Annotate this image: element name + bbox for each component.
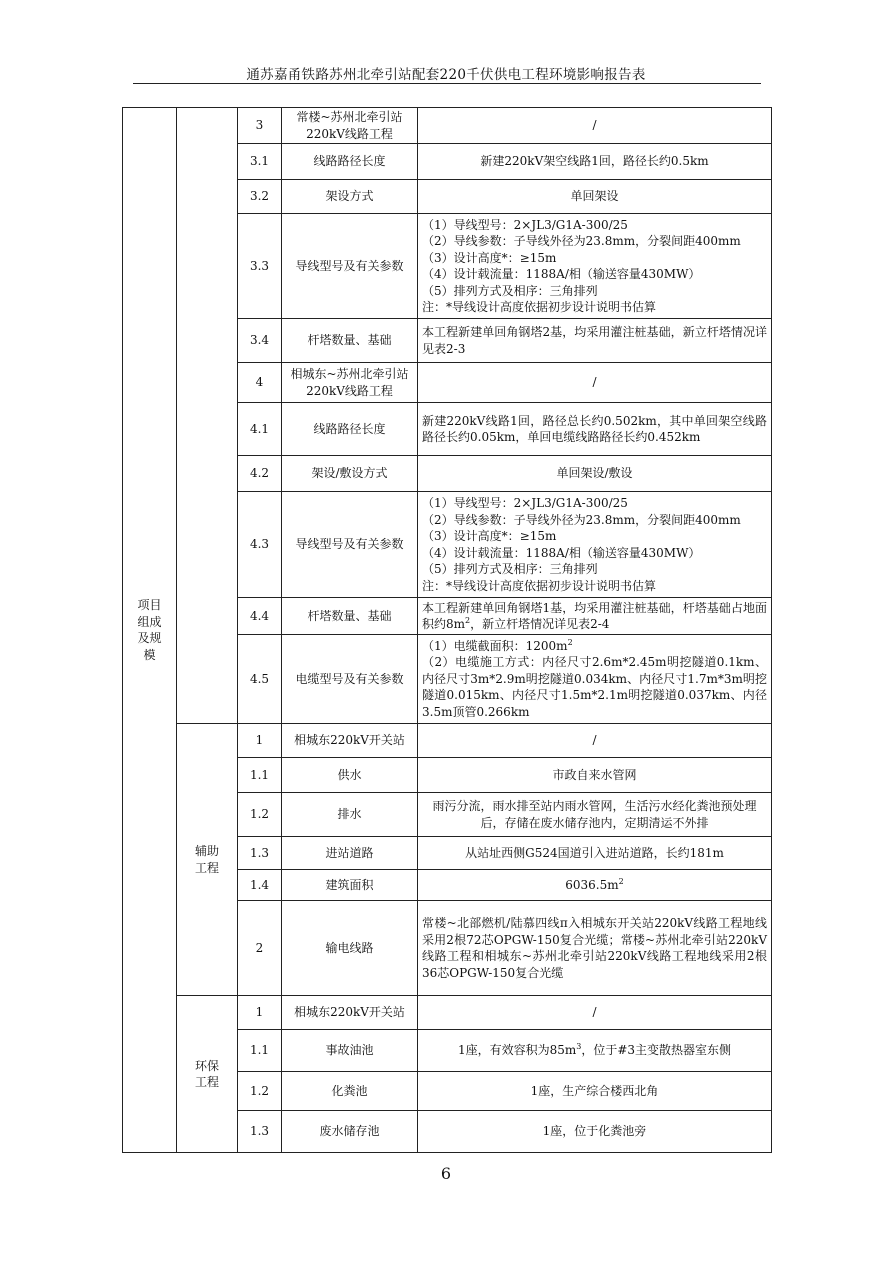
row-name: 导线型号及有关参数 xyxy=(282,492,418,598)
auxiliary-label: 辅助工程 xyxy=(194,844,219,875)
row-number: 1.3 xyxy=(238,837,282,870)
parameter-line: （3）设计高度*：≥15m xyxy=(422,250,557,265)
row-content: 1座，生产综合楼西北角 xyxy=(418,1072,772,1111)
row-content: 本工程新建单回角钢塔2基，均采用灌注桩基础，新立杆塔情况详见表2-3 xyxy=(418,319,772,363)
cable-line: （1）电缆截面积：$1200m^2$ xyxy=(422,637,573,653)
row-content: / xyxy=(418,363,772,403)
row-name: 杆塔数量、基础 xyxy=(282,598,418,635)
row-name: 相城东~苏州北牵引站220kV线路工程 xyxy=(282,363,418,403)
row-number: 4.5 xyxy=(238,635,282,724)
row-content: 1座，位于化粪池旁 xyxy=(418,1111,772,1153)
row-content xyxy=(418,492,772,598)
row-name: 建筑面积 xyxy=(282,870,418,901)
content-text: ，位于#3主变散热器室东侧 xyxy=(581,1043,732,1058)
superscript: 2 xyxy=(465,616,471,625)
table-row xyxy=(123,996,772,1030)
row-content: 新建220kV架空线路1回，路径长约0.5km xyxy=(418,144,772,180)
row-name: 架设方式 xyxy=(282,180,418,214)
row-content: 单回架设 xyxy=(418,180,772,214)
category-cell xyxy=(123,108,177,1153)
row-number: 4.3 xyxy=(238,492,282,598)
row-number: 1.1 xyxy=(238,1030,282,1072)
parameter-note: 注：*导线设计高度依据初步设计说明书估算 xyxy=(422,578,657,593)
row-number: 3.3 xyxy=(238,214,282,319)
main-project-group-cell xyxy=(177,108,238,724)
row-name: 输电线路 xyxy=(282,901,418,996)
row-name: 排水 xyxy=(282,793,418,837)
content-text: ，新立杆塔情况详见表2-4 xyxy=(470,617,610,631)
content-text: 6036.5m xyxy=(565,877,619,892)
row-number: 3.2 xyxy=(238,180,282,214)
row-content xyxy=(418,598,772,635)
row-number: 1.2 xyxy=(238,793,282,837)
row-name: 导线型号及有关参数 xyxy=(282,214,418,319)
row-number: 1 xyxy=(238,724,282,758)
parameter-line: （1）导线型号：2×JL3/G1A-300/25 xyxy=(422,217,628,232)
row-number: 1.1 xyxy=(238,758,282,793)
row-content: 新建220kV线路1回，路径总长约0.502km，其中单回架空线路路径长约0.05km，单回电缆线路路径长约0.452km xyxy=(418,403,772,456)
row-number: 1 xyxy=(238,996,282,1030)
row-name: 事故油池 xyxy=(282,1030,418,1072)
row-content: 单回架设/敷设 xyxy=(418,456,772,492)
row-number: 3.1 xyxy=(238,144,282,180)
content-text: 1座，有效容积为85m xyxy=(457,1043,577,1058)
parameter-note: 注：*导线设计高度依据初步设计说明书估算 xyxy=(422,300,657,314)
row-number: 2 xyxy=(238,901,282,996)
row-number: 1.2 xyxy=(238,1072,282,1111)
row-content: / xyxy=(418,724,772,758)
row-name: 相城东220kV开关站 xyxy=(282,996,418,1030)
row-name: 线路路径长度 xyxy=(282,403,418,456)
table-row xyxy=(123,108,772,144)
row-number: 3.4 xyxy=(238,319,282,363)
category-label: 项目组成及规模 xyxy=(137,598,162,662)
row-name: 进站道路 xyxy=(282,837,418,870)
row-number: 4 xyxy=(238,363,282,403)
row-name: 电缆型号及有关参数 xyxy=(282,635,418,724)
row-number: 4.1 xyxy=(238,403,282,456)
parameter-line: （2）导线参数：子导线外径为23.8mm，分裂间距400mm xyxy=(422,234,741,248)
row-content xyxy=(418,1030,772,1072)
row-name: 供水 xyxy=(282,758,418,793)
row-content xyxy=(418,870,772,901)
superscript: 3 xyxy=(576,1042,582,1052)
row-content xyxy=(418,214,772,319)
row-content: / xyxy=(418,108,772,144)
row-name: 架设/敷设方式 xyxy=(282,456,418,492)
row-content: 市政自来水管网 xyxy=(418,758,772,793)
header-divider xyxy=(133,83,761,84)
row-name: 线路路径长度 xyxy=(282,144,418,180)
row-number: 4.4 xyxy=(238,598,282,635)
parameter-line: （4）设计载流量：1188A/相（输送容量430MW） xyxy=(422,545,701,560)
row-content: 雨污分流，雨水排至站内雨水管网，生活污水经化粪池预处理后，存储在废水储存池内，定期清运不外排 xyxy=(418,793,772,837)
row-name: 废水储存池 xyxy=(282,1111,418,1153)
page-number: 6 xyxy=(440,1164,452,1183)
row-number: 1.4 xyxy=(238,870,282,901)
row-name: 常楼~苏州北牵引站220kV线路工程 xyxy=(282,108,418,144)
document-header-title: 通苏嘉甬铁路苏州北牵引站配套220千伏供电工程环境影响报告表 xyxy=(246,67,646,83)
parameter-line: （4）设计载流量：1188A/相（输送容量430MW） xyxy=(422,267,701,281)
table-row xyxy=(123,724,772,758)
parameter-line: （1）导线型号：2×JL3/G1A-300/25 xyxy=(422,496,628,510)
environmental-label: 环保工程 xyxy=(194,1058,219,1089)
row-name: 杆塔数量、基础 xyxy=(282,319,418,363)
row-name: 化粪池 xyxy=(282,1072,418,1111)
superscript: 2 xyxy=(618,876,624,886)
project-composition-table xyxy=(122,107,772,1153)
row-number: 4.2 xyxy=(238,456,282,492)
row-name: 相城东220kV开关站 xyxy=(282,724,418,758)
row-content: 常楼~北部燃机/陆慕四线π入相城东开关站220kV线路工程地线采用2根72芯OPGW-150复合光缆；常楼~苏州北牵引站220kV线路工程和相城东~苏州北牵引站220kV线路工程地线采用2根36芯OPGW-150复合光缆 xyxy=(418,901,772,996)
row-content xyxy=(418,635,772,724)
row-number: 3 xyxy=(238,108,282,144)
environmental-group-cell xyxy=(177,996,238,1153)
content-text: 本工程新建单回角钢塔1基，均采用灌注桩基础，杆塔基础占地面积约8m xyxy=(422,600,767,631)
superscript: 2 xyxy=(567,637,573,647)
parameter-line: （3）设计高度*：≥15m xyxy=(422,529,557,543)
auxiliary-group-cell xyxy=(177,724,238,996)
row-number: 1.3 xyxy=(238,1111,282,1153)
cable-construction: （2）电缆施工方式：内径尺寸2.6m*2.45m明挖隧道0.1km、内径尺寸3m*2.9m明挖隧道0.034km、内径尺寸1.7m*3m明挖隧道0.015km、内径尺寸1.5m*2.1m明挖隧道0.037km、内径3.5m顶管0.266km xyxy=(422,655,767,719)
row-content: / xyxy=(418,996,772,1030)
row-content: 从站址西侧G524国道引入进站道路，长约181m xyxy=(418,837,772,870)
parameter-line: （5）排列方式及相序：三角排列 xyxy=(422,283,598,298)
parameter-line: （2）导线参数：子导线外径为23.8mm，分裂间距400mm xyxy=(422,512,741,527)
parameter-line: （5）排列方式及相序：三角排列 xyxy=(422,562,598,576)
